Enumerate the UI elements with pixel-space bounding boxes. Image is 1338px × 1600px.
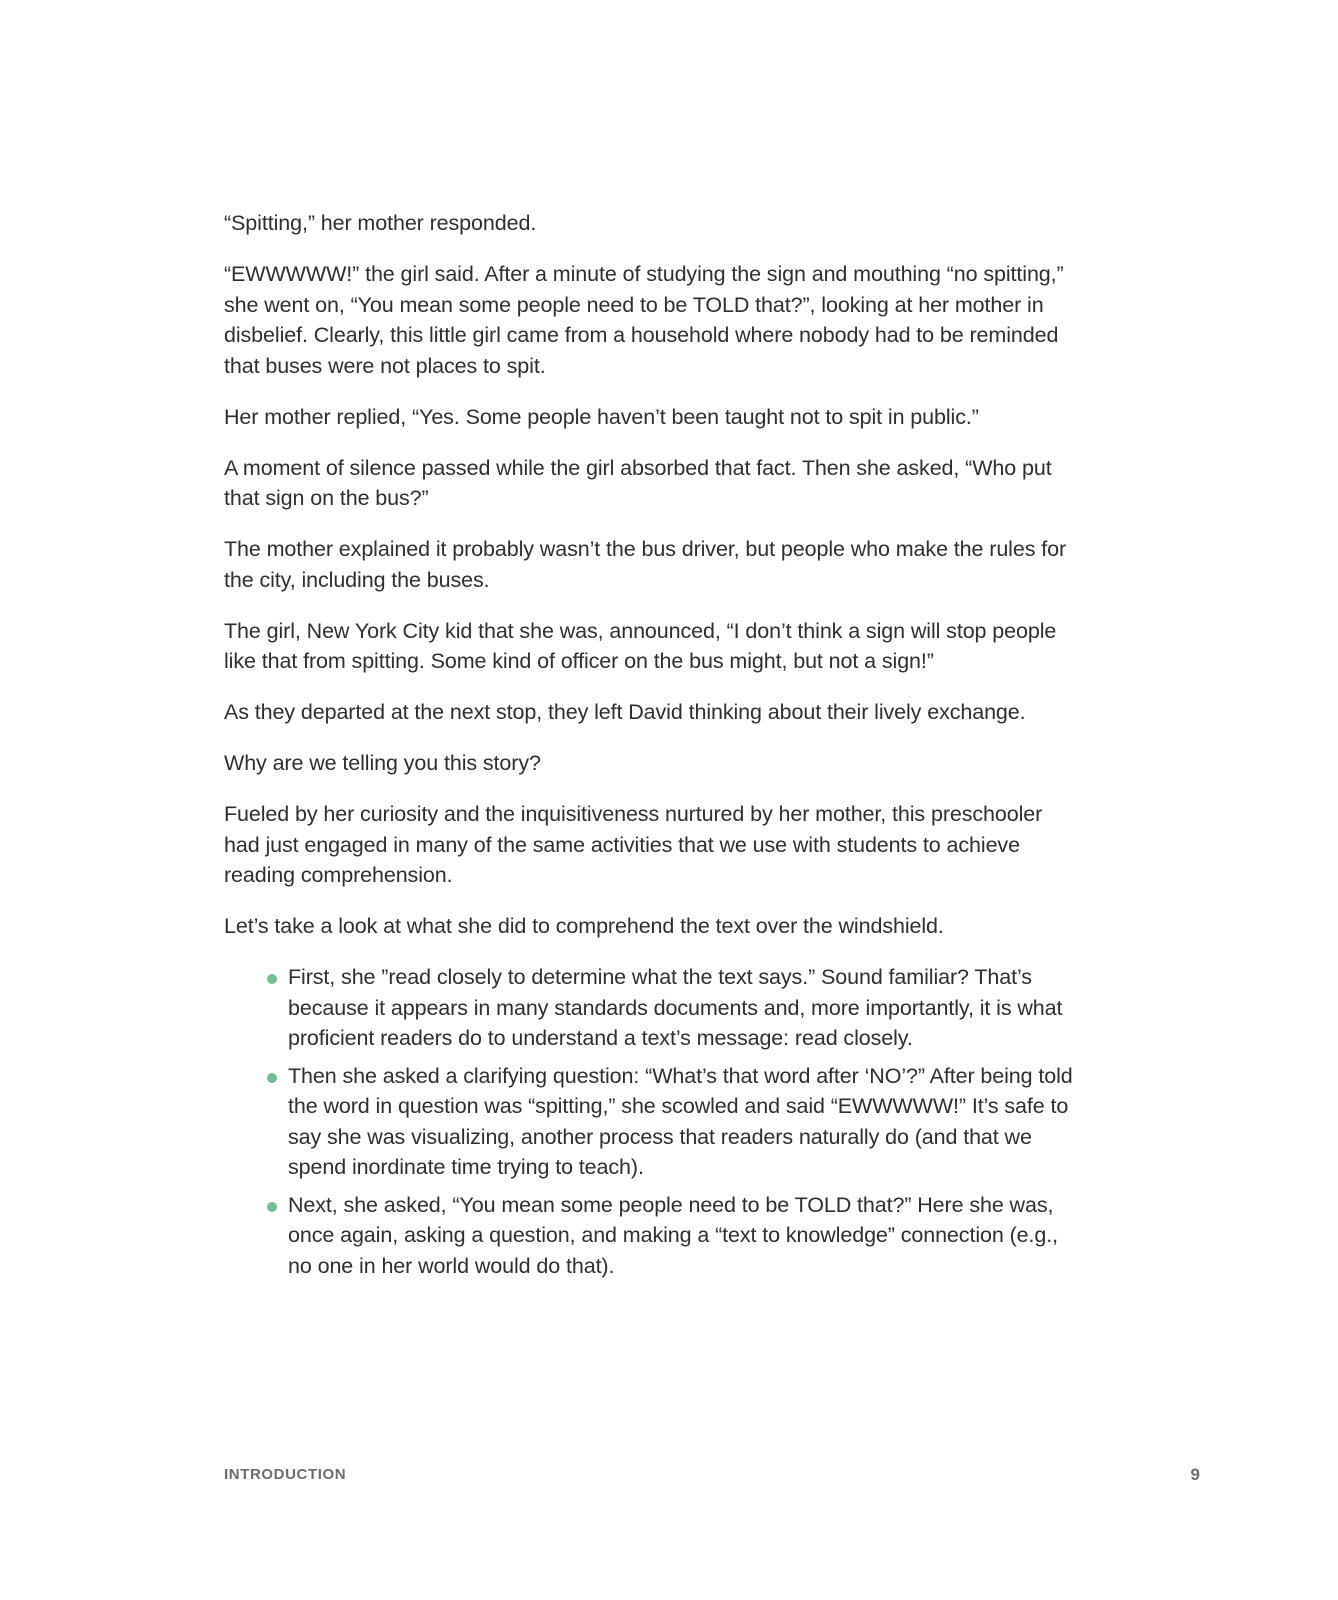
page-number: 9 [1190, 1465, 1200, 1484]
paragraph: Her mother replied, “Yes. Some people haven’t been taught not to spit in public.” [224, 404, 979, 429]
paragraph: “EWWWWW!” the girl said. After a minute of studying the sign and mouthing “no spitting,” she went on, “You mean some people need to be TOLD that?”, looking at her mother in disbelief. Clearly, this little girl came from a household where nobody had to be reminded that buses were not places to spit. [224, 262, 1064, 378]
list-item-text: First, she ”read closely to determine what the text says.” Sound familiar? That’s because it appears in many standards documents and, more importantly, it is what proficient readers do to understand a text’s message: read closely. [288, 965, 1063, 1050]
footer-section-label: INTRODUCTION [224, 1466, 347, 1483]
page-body [224, 208, 1074, 1288]
paragraph: “Spitting,” her mother responded. [224, 211, 537, 235]
bullet-dot-icon [267, 1202, 277, 1212]
paragraph: The girl, New York City kid that she was, announced, “I don’t think a sign will stop people like that from spitting. Some kind of officer on the bus might, but not a sign!” [224, 618, 1057, 673]
paragraph: Why are we telling you this story? [224, 751, 541, 775]
paragraph: Let’s take a look at what she did to comprehend the text over the windshield. [224, 914, 944, 938]
paragraph: A moment of silence passed while the girl absorbed that fact. Then she asked, “Who put that sign on the bus?” [224, 455, 1052, 510]
paragraph: As they departed at the next stop, they left David thinking about their lively exchange. [224, 700, 1026, 724]
list-item [288, 962, 1074, 1054]
bullet-dot-icon [267, 974, 277, 984]
list-item [288, 1061, 1074, 1183]
list-item-text: Next, she asked, “You mean some people need to be TOLD that?” Here she was, once again, asking a question, and making a “text to knowledge” connection (e.g., no one in her world would do that). [288, 1192, 1058, 1278]
bullet-dot-icon [267, 1073, 277, 1083]
paragraph: Fueled by her curiosity and the inquisitiveness nurtured by her mother, this preschooler had just engaged in many of the same activities that we use with students to achieve reading comprehension. [224, 802, 1043, 887]
list-item-text: Then she asked a clarifying question: “What’s that word after ‘NO’?” After being told the word in question was “spitting,” she scowled and said “EWWWWW!” It’s safe to say she was visualizing, another process that readers naturally do (and that we spend inordinate time trying to teach). [288, 1063, 1073, 1179]
bullet-list [224, 962, 1074, 1281]
paragraph: The mother explained it probably wasn’t the bus driver, but people who make the rules for the city, including the buses. [224, 537, 1067, 592]
list-item [288, 1190, 1074, 1282]
